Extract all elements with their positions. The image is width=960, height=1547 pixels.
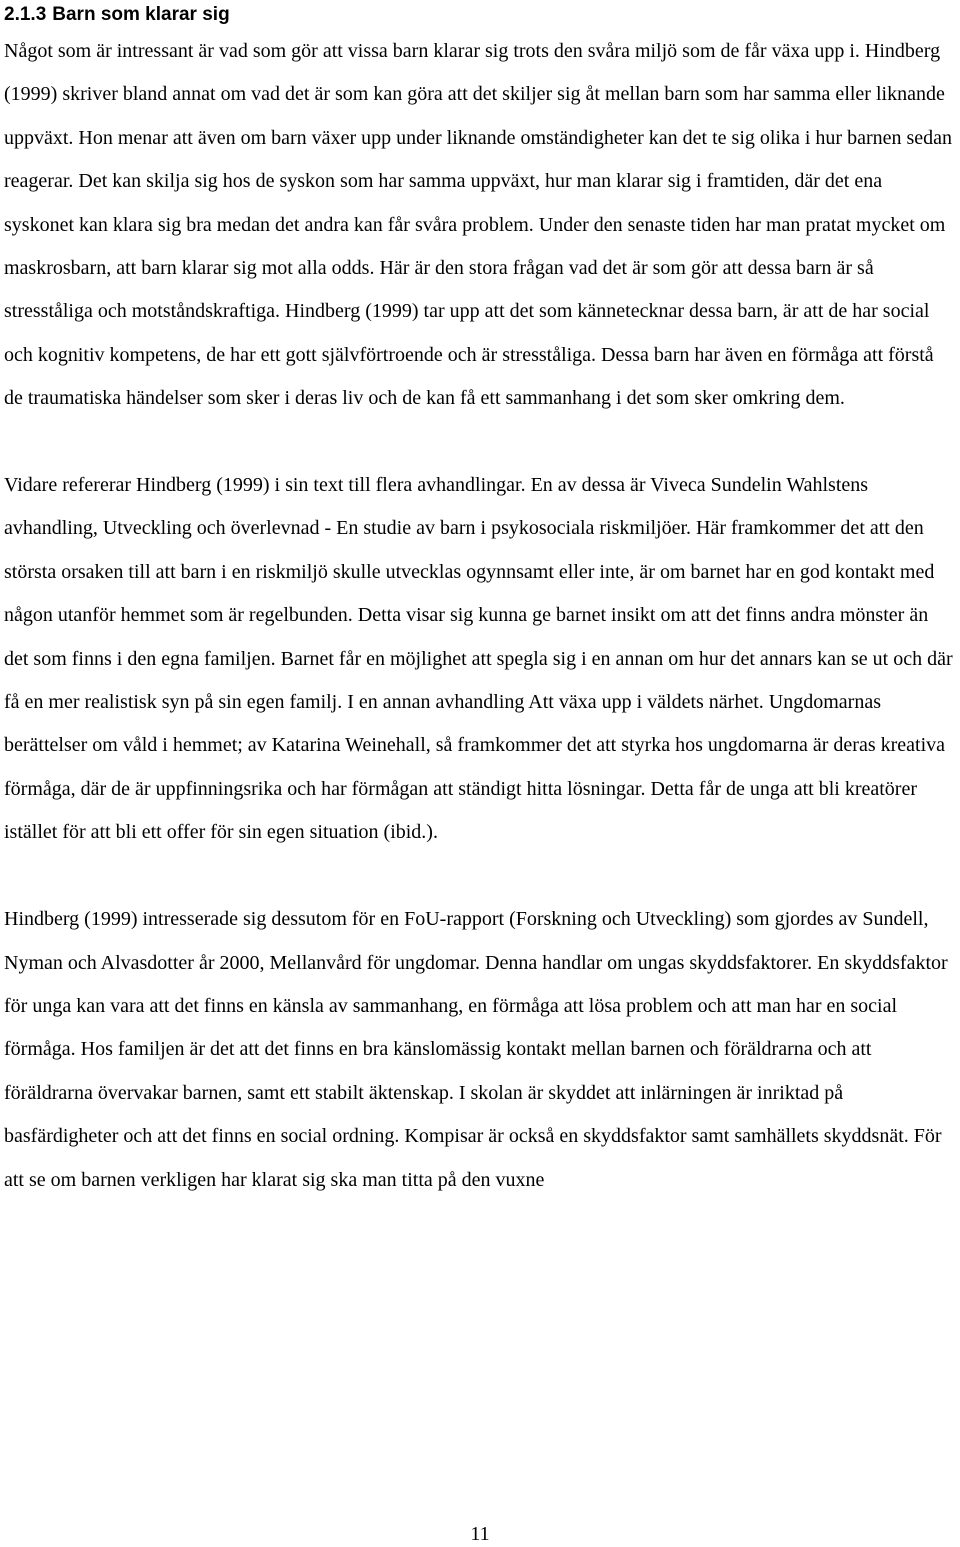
section-number: 2.1.3 <box>4 4 47 25</box>
page-number: 11 <box>470 1523 490 1545</box>
paragraph-spacer <box>4 421 956 464</box>
paragraph-spacer <box>4 855 956 898</box>
body-paragraph-2: Vidare refererar Hindberg (1999) i sin text till flera avhandlingar. En av dessa är Viveca Sundelin Wahlstens avhandling, Utveckling och överlevnad - En studie av barn i psykosociala riskmiljöer. Här framkommer det att den största orsaken till att barn i en riskmiljö skulle utvecklas ogynnsamt eller inte, är om barnet har en god kontakt med någon utanför hemmet som är regelbunden. Detta visar sig kunna ge barnet insikt om att det finns andra mönster än det som finns i den egna familjen. Barnet får en möjlighet att spegla sig i en annan om hur det annars kan se ut och där få en mer realistisk syn på sin egen familj. I en annan avhandling Att växa upp i väldets närhet. Ungdomarnas berättelser om våld i hemmet; av Katarina Weinehall, så framkommer det att styrka hos ungdomarna är deras kreativa förmåga, där de är uppfinningsrika och har förmågan att ständigt hitta lösningar. Detta får de unga att bli kreatörer istället för att bli ett offer för sin egen situation (ibid.). <box>4 474 953 844</box>
section-title: Barn som klarar sig <box>52 4 230 25</box>
document-page <box>4 0 956 1202</box>
body-paragraph-1: Något som är intressant är vad som gör att vissa barn klarar sig trots den svåra miljö som de får växa upp i. Hindberg (1999) skriver bland annat om vad det är som kan göra att det skiljer sig åt mellan barn som har samma eller liknande uppväxt. Hon menar att även om barn växer upp under liknande omständigheter kan det te sig olika i hur barnen sedan reagerar. Det kan skilja sig hos de syskon som har samma uppväxt, hur man klarar sig i framtiden, där det ena syskonet kan klara sig bra medan det andra kan får svåra problem. Under den senaste tiden har man pratat mycket om maskrosbarn, att barn klarar sig mot alla odds. Här är den stora frågan vad det är som gör att dessa barn är så stresståliga och motståndskraftiga. Hindberg (1999) tar upp att det som kännetecknar dessa barn, är att de har social och kognitiv kompetens, de har ett gott självförtroende och är stresståliga. Dessa barn har även en förmåga att förstå de traumatiska händelser som sker i deras liv och de kan få ett sammanhang i det som sker omkring dem. <box>4 40 953 410</box>
section-heading <box>4 0 956 29</box>
body-paragraph-3: Hindberg (1999) intresserade sig dessutom för en FoU-rapport (Forskning och Utveckling) som gjordes av Sundell, Nyman och Alvasdotter år 2000, Mellanvård för ungdomar. Denna handlar om ungas skyddsfaktorer. En skyddsfaktor för unga kan vara att det finns en känsla av sammanhang, en förmåga att lösa problem och att man har en social förmåga. Hos familjen är det att det finns en bra känslomässig kontakt mellan barnen och föräldrarna och att föräldrarna övervakar barnen, samt ett stabilt äktenskap. I skolan är skyddet att inlärningen är inriktad på basfärdigheter och att det finns en social ordning. Kompisar är också en skyddsfaktor samt samhällets skyddsnät. För att se om barnen verkligen har klarat sig ska man titta på den vuxne <box>4 908 948 1191</box>
